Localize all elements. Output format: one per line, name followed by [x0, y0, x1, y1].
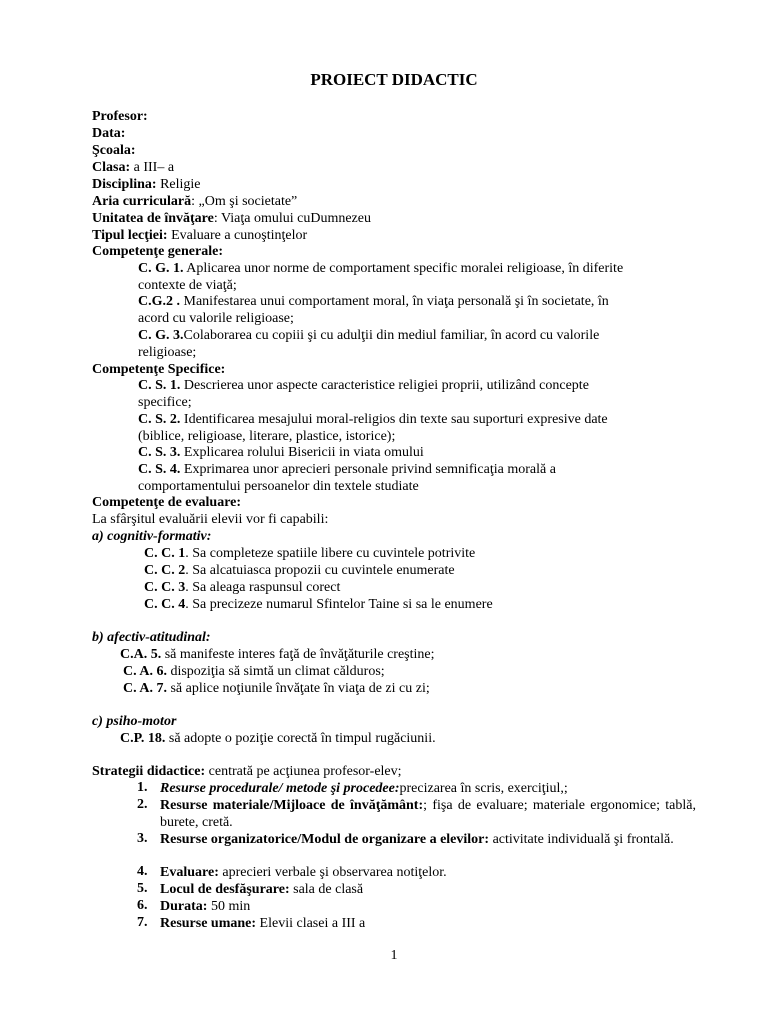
ca6-text: dispoziţia să simtă un climat călduros; [166, 664, 385, 679]
cc1-line [144, 545, 475, 562]
cg1-line1 [138, 260, 623, 277]
strategie-value: Elevii clasei a III a [256, 916, 366, 931]
cc2-code: C. C. 2 [144, 563, 186, 578]
strategie-item-2 [92, 797, 696, 831]
cp18-code: C.P. 18. [120, 731, 166, 746]
tipul-value: Evaluare a cunoştinţelor [167, 228, 308, 243]
strategie-item-1 [92, 780, 696, 797]
clasa-label: Clasa: [92, 160, 131, 175]
strategie-label: Locul de desfăşurare: [160, 882, 290, 897]
cc4-line [144, 596, 493, 613]
clasa-row [92, 159, 174, 176]
strategii-value: centrată pe acţiunea profesor-elev; [205, 764, 402, 779]
cg1-code: C. G. 1. [138, 261, 184, 276]
cg1-text: Aplicarea unor norme de comportament specific moralei religioase, în diferite [183, 261, 624, 276]
ca7-code: C. A. 7. [123, 681, 167, 696]
ca7-text: să aplice noţiunile învăţate în viaţa de zi cu zi; [166, 681, 430, 696]
cs4-code: C. S. 4. [138, 462, 181, 477]
tipul-label: Tipul lecţiei: [92, 228, 168, 243]
page-number: 1 [390, 948, 398, 963]
strategie-item-4 [92, 864, 696, 881]
disciplina-label: Disciplina: [92, 177, 157, 192]
scoala-label: Şcoala: [92, 143, 136, 158]
cc4-text: . Sa precizeze numarul Sfintelor Taine si sa le enumere [185, 597, 493, 612]
strategie-text [160, 881, 696, 898]
cs3-code: C. S. 3. [138, 445, 181, 460]
cs1-text: Descrierea unor aspecte caracteristice religiei proprii, utilizând concepte [180, 378, 589, 393]
cg3-code: C. G. 3. [138, 328, 184, 343]
profesor-label: Profesor: [92, 109, 148, 124]
strategie-label: Resurse umane: [160, 916, 257, 931]
strategii-label: Strategii didactice: [92, 764, 206, 779]
cs1-line1 [138, 377, 589, 394]
strategie-text [160, 864, 696, 881]
strategie-num: 7. [137, 915, 148, 930]
strategie-value: aprecieri verbale şi observarea notiţelor. [218, 865, 447, 880]
strategie-value: activitate individuală şi frontală. [489, 832, 674, 847]
cs3-line1 [138, 444, 424, 461]
cs1-line2: specifice; [138, 395, 192, 410]
strategie-num: 4. [137, 864, 148, 879]
cp18-text: să adopte o poziţie corectă în timpul rugăciunii. [165, 731, 436, 746]
strategie-text [160, 780, 696, 797]
cs4-line2: comportamentului persoanelor din textele studiate [138, 479, 419, 494]
cg2-line2: acord cu valorile religioase; [138, 311, 294, 326]
psiho-motor-heading: c) psiho-motor [92, 714, 177, 729]
strategie-text [160, 831, 696, 848]
cs2-line2: (biblice, religioase, literare, plastice, istorice); [138, 429, 396, 444]
strategie-num: 1. [137, 780, 148, 795]
strategii-row [92, 763, 402, 780]
strategie-label: Resurse materiale/Mijloace de învăţământ: [160, 798, 424, 813]
unitatea-label: Unitatea de învăţare [92, 211, 214, 226]
afectiv-heading: b) afectiv-atitudinal: [92, 630, 211, 645]
cs2-code: C. S. 2. [138, 412, 181, 427]
unitatea-row [92, 210, 371, 227]
cs3-text: Explicarea rolului Bisericii in viata omului [180, 445, 424, 460]
cs1-code: C. S. 1. [138, 378, 181, 393]
cc1-code: C. C. 1 [144, 546, 186, 561]
cg2-text: Manifestarea unui comportament moral, în viaţa personală şi în societate, în [180, 294, 609, 309]
strategie-value: precizarea în scris, exerciţiul,; [399, 781, 568, 796]
strategie-label: Evaluare: [160, 865, 219, 880]
cc3-text: . Sa aleaga raspunsul corect [185, 580, 341, 595]
ca5-text: să manifeste interes faţă de învăţăturile creştine; [161, 647, 435, 662]
ca7-line [123, 680, 430, 697]
cc3-code: C. C. 3 [144, 580, 186, 595]
strategie-value: 50 min [207, 899, 251, 914]
ca5-line [120, 646, 435, 663]
strategie-label: Resurse procedurale/ metode şi procedee: [160, 781, 400, 796]
strategie-value: sala de clasă [289, 882, 364, 897]
cg1-line2: contexte de viaţă; [138, 278, 237, 293]
cg2-code: C.G.2 . [138, 294, 180, 309]
strategie-num: 2. [137, 797, 148, 812]
disciplina-row [92, 176, 201, 193]
cognitiv-heading: a) cognitiv-formativ: [92, 529, 212, 544]
strategie-value: ; fişa de evaluare; materiale ergonomice; tablă, burete, cretă. [160, 798, 696, 830]
ca5-code: C.A. 5. [120, 647, 162, 662]
cg2-line1 [138, 293, 609, 310]
data-label: Data: [92, 126, 126, 141]
strategie-num: 3. [137, 831, 148, 846]
ca6-line [123, 663, 385, 680]
strategie-num: 5. [137, 881, 148, 896]
tipul-row [92, 227, 307, 244]
cg3-line1 [138, 327, 599, 344]
cs4-text: Exprimarea unor aprecieri personale privind semnificaţia morală a [180, 462, 556, 477]
competente-specifice-heading: Competenţe Specifice: [92, 362, 226, 377]
competente-evaluare-heading: Competenţe de evaluare: [92, 495, 242, 510]
cs2-line1 [138, 411, 608, 428]
strategie-text [160, 898, 696, 915]
cc1-text: . Sa completeze spatiile libere cu cuvintele potrivite [185, 546, 476, 561]
strategie-label: Resurse organizatorice/Modul de organizare a elevilor: [160, 832, 490, 847]
cg3-text: Colaborarea cu copiii şi cu adulţii din mediul familiar, în acord cu valorile [183, 328, 600, 343]
clasa-value: a III– a [130, 160, 175, 175]
cc4-code: C. C. 4 [144, 597, 186, 612]
evaluare-intro: La sfârşitul evaluării elevii vor fi capabili: [92, 512, 329, 527]
strategie-text [160, 915, 696, 932]
strategie-label: Durata: [160, 899, 208, 914]
unitatea-value: : Viaţa omului cuDumnezeu [213, 211, 371, 226]
page-title: PROIECT DIDACTIC [310, 70, 478, 89]
cp18-line [120, 730, 436, 747]
cs4-line1 [138, 461, 556, 478]
aria-value: : „Om şi societate” [191, 194, 298, 209]
cc3-line [144, 579, 340, 596]
disciplina-value: Religie [156, 177, 201, 192]
strategie-item-6 [92, 898, 696, 915]
cs2-text: Identificarea mesajului moral-religios din texte sau suporturi expresive date [180, 412, 608, 427]
competente-generale-heading: Competenţe generale: [92, 244, 224, 259]
cc2-text: . Sa alcatuiasca propozii cu cuvintele enumerate [185, 563, 455, 578]
aria-row [92, 193, 297, 210]
strategie-item-5 [92, 881, 696, 898]
strategie-num: 6. [137, 898, 148, 913]
strategie-item-7 [92, 915, 696, 932]
cg3-line2: religioase; [138, 345, 197, 360]
strategie-item-3 [92, 831, 696, 865]
ca6-code: C. A. 6. [123, 664, 167, 679]
strategie-text [160, 797, 696, 831]
aria-label: Aria curriculară [92, 194, 192, 209]
cc2-line [144, 562, 455, 579]
